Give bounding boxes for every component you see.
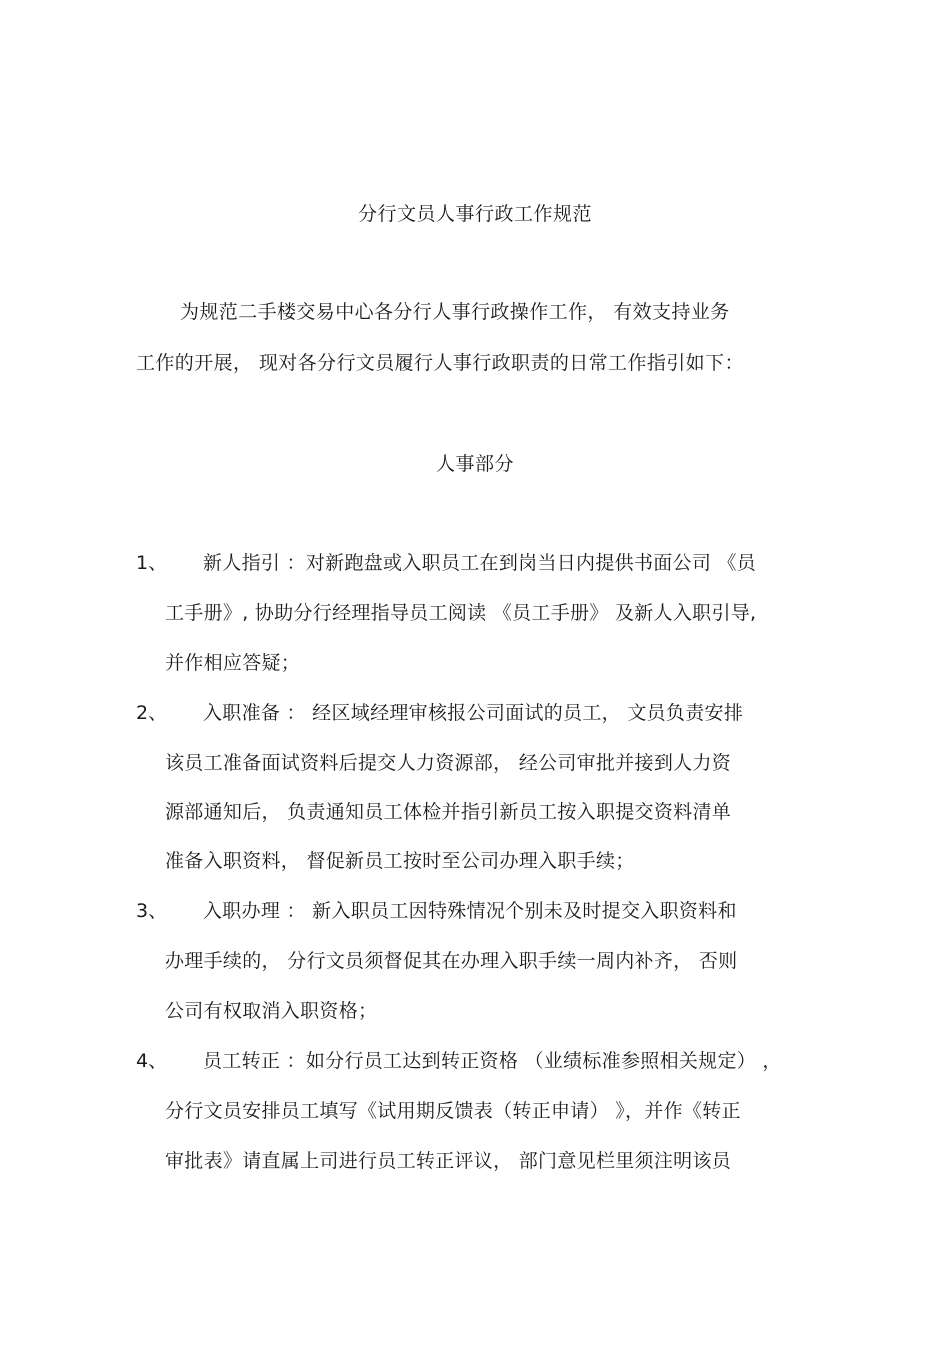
item-text-line: 源部通知后， 负责通知员工体检并指引新员工按入职提交资料清单 bbox=[165, 801, 732, 823]
item-text-line: 公司有权取消入职资格； bbox=[165, 1000, 378, 1022]
item-number: 2、 bbox=[136, 702, 168, 724]
intro-line: 工作的开展， 现对各分行文员履行人事行政职责的日常工作指引如下： bbox=[136, 352, 744, 374]
item-text-line: 办理手续的， 分行文员须督促其在办理入职手续一周内补齐， 否则 bbox=[165, 950, 738, 972]
item-text-line: 并作相应答疑； bbox=[165, 652, 301, 674]
document-title: 分行文员人事行政工作规范 bbox=[357, 203, 592, 225]
item-text-line: 准备入职资料， 督促新员工按时至公司办理入职手续； bbox=[165, 850, 635, 872]
intro-line: 为规范二手楼交易中心各分行人事行政操作工作， 有效支持业务 bbox=[180, 301, 730, 323]
item-text-line: 新人指引 ：对新跑盘或入职员工在到岗当日内提供书面公司 《员 bbox=[203, 552, 757, 574]
item-number: 4、 bbox=[136, 1050, 168, 1072]
item-text-line: 工手册》, 协助分行经理指导员工阅读 《员工手册》 及新人入职引导, bbox=[165, 602, 757, 624]
item-text-line: 入职准备 ： 经区域经理审核报公司面试的员工， 文员负责安排 bbox=[203, 702, 744, 724]
item-number: 1、 bbox=[136, 552, 168, 574]
item-text-line: 审批表》请直属上司进行员工转正评议， 部门意见栏里须注明该员 bbox=[165, 1150, 732, 1172]
item-text-line: 该员工准备面试资料后提交人力资源部， 经公司审批并接到人力资 bbox=[165, 752, 732, 774]
item-text-line: 入职办理 ： 新入职员工因特殊情况个别未及时提交入职资料和 bbox=[203, 900, 737, 922]
section-heading: 人事部分 bbox=[435, 453, 514, 475]
item-text-line: 员工转正 ：如分行员工达到转正资格 （业绩标准参照相关规定） ， bbox=[203, 1050, 782, 1072]
item-text-line: 分行文员安排员工填写《试用期反馈表（转正申请） 》，并作《转正 bbox=[165, 1100, 741, 1122]
item-number: 3、 bbox=[136, 900, 168, 922]
